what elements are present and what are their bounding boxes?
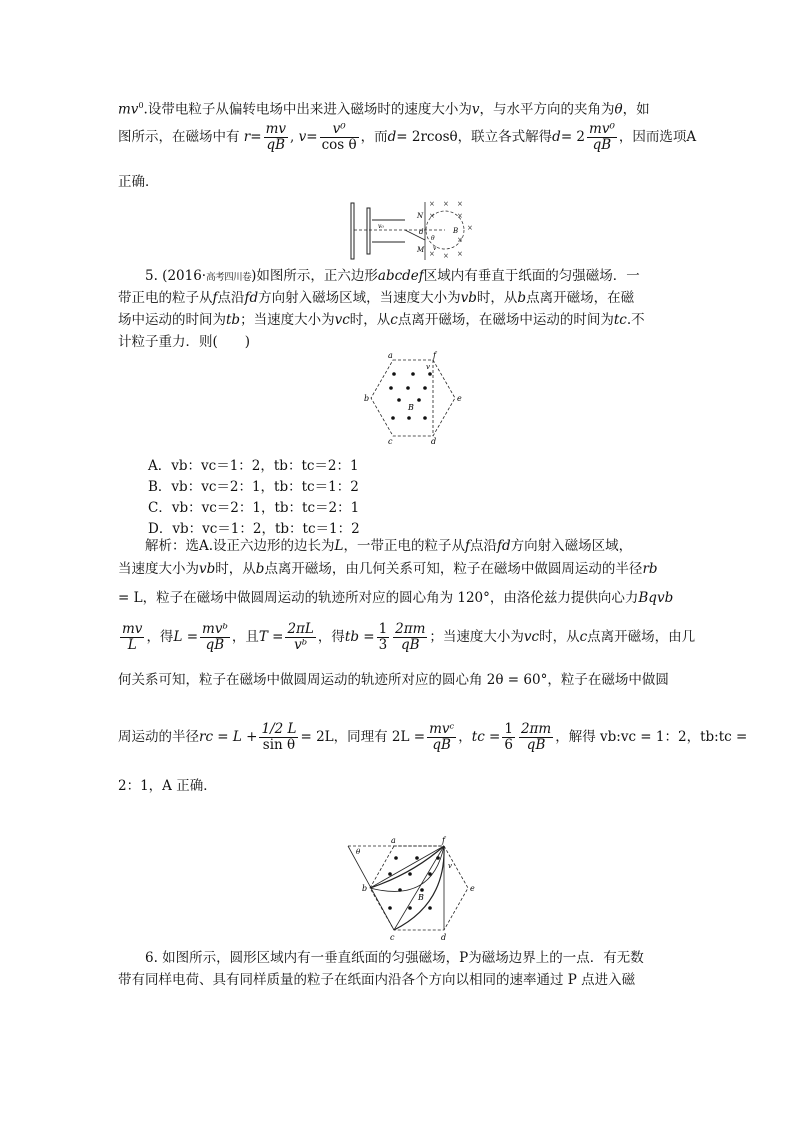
para1-line1: $mv^0$.设带电粒子从偏转电场中出来进入磁场时的速度大小为v，与水平方向的夹角为θ，如: [118, 101, 650, 118]
svg-text:c: c: [390, 933, 395, 942]
svg-text:d: d: [441, 933, 447, 942]
svg-text:×: ×: [443, 252, 449, 260]
svg-text:×: ×: [457, 212, 463, 220]
svg-text:a: a: [391, 836, 396, 845]
fraction-half-L-sin: $\frac{1/2 L}{\text{sin θ}}$: [261, 721, 297, 753]
svg-text:v₀: v₀: [378, 223, 384, 230]
option-d[interactable]: D．vb：vc＝1：2，tb：tc＝1：2: [148, 521, 360, 537]
svg-text:f: f: [442, 836, 445, 845]
solution-line7: 2：1，A 正确．: [118, 778, 217, 794]
svg-text:c: c: [388, 437, 393, 446]
fraction-mv-qB: $\frac{mv}{qB}$: [265, 121, 287, 153]
svg-text:e: e: [457, 394, 462, 403]
svg-text:×: ×: [457, 200, 463, 208]
solution-line3: = L，粒子在磁场中做圆周运动的轨迹所对应的圆心角为 120°，由洛伦兹力提供向心力Bqvb: [118, 590, 674, 606]
svg-text:N: N: [417, 212, 424, 220]
solution-line4: $\frac{mv}{L}$ ，得L = $\frac{\text{mvᵇ}}{qB}$ ，且T = $\frac{2\pi L}{\text{vᵇ}}$ ，得tb = $\frac{1}{3}$ $\frac{2\pi m}{qB}$ ；当速度大小为vc时，从c点离开磁场，由几: [122, 621, 696, 653]
solution-line5: 何关系可知，粒子在磁场中做圆周运动的轨迹所对应的圆心角 2θ = 60°，粒子在磁场中做圆: [118, 672, 669, 688]
svg-text:b: b: [362, 884, 368, 893]
solution-line1: 解析：选A.设正六边形的边长为L，一带正电的粒子从f点沿fd方向射入磁场区域，: [145, 538, 633, 554]
q5-line4: 计粒子重力．则( ): [118, 334, 251, 350]
svg-text:a: a: [388, 351, 393, 360]
q5-line3: 场中运动的时间为tb；当速度大小为vc时，从c点离开磁场，在磁场中运动的时间为tc.不: [118, 312, 645, 328]
svg-text:B: B: [418, 893, 424, 902]
solution-line2: 当速度大小为vb时，从b点离开磁场，由几何关系可知，粒子在磁场中做圆周运动的半径rb: [118, 561, 658, 577]
svg-text:×: ×: [457, 250, 463, 258]
svg-text:v: v: [433, 245, 437, 252]
fraction-v0-cos: $\frac{\text{v⁰}}{\text{cos θ}}$: [321, 121, 357, 153]
q6-line1: 6. 如图所示，圆形区域内有一垂直纸面的匀强磁场，P为磁场边界上的一点．有无数: [145, 950, 644, 966]
figure-hexagon: [363, 352, 463, 444]
para1-line3: 正确．: [118, 174, 159, 190]
solution-line6: 周运动的半径rc = L + $\frac{1/2 L}{\text{sin θ}}$ = 2L，同理有 2L = $\frac{\text{mvᶜ}}{qB}$ ，tc = $\frac{1}{6}$ $\frac{2\pi m}{qB}$ ，解得 vb:vc = 1：2，tb:tc =: [118, 721, 748, 753]
svg-text:v: v: [448, 862, 452, 870]
svg-text:B: B: [453, 227, 459, 235]
svg-text:b: b: [364, 394, 370, 403]
svg-text:×: ×: [457, 236, 463, 244]
para1-line2: 图所示，在磁场中有 r= $\frac{mv}{qB}$ , v= $\frac{\text{v⁰}}{\text{cos θ}}$ ，而d= 2rcosθ，联立各式解得d= 2 $\frac{\text{mv⁰}}{qB}$ ，因而选项A: [118, 121, 697, 153]
option-a[interactable]: A．vb：vc＝1：2，tb：tc＝2：1: [148, 458, 359, 474]
option-c[interactable]: C．vb：vc＝2：1，tb：tc＝2：1: [148, 500, 360, 516]
svg-text:θ: θ: [356, 848, 361, 856]
svg-text:v: v: [426, 363, 430, 371]
svg-text:M: M: [417, 246, 425, 254]
svg-text:×: ×: [443, 200, 449, 208]
svg-text:d: d: [431, 437, 437, 446]
svg-text:×: ×: [429, 212, 435, 220]
fraction-mv0-qB: $\frac{\text{mv⁰}}{qB}$: [589, 121, 615, 153]
svg-text:×: ×: [429, 250, 435, 258]
svg-text:f: f: [433, 351, 436, 360]
q6-line2: 带有同样电荷、具有同样质量的粒子在纸面内沿各个方向以相同的速率通过 P 点进入磁: [118, 972, 636, 988]
svg-text:e: e: [470, 884, 475, 893]
svg-text:B: B: [408, 403, 414, 412]
q5-line1: 5. (2016·高考四川卷)如图所示，正六边形abcdef区域内有垂直于纸面的匀强磁场．一: [145, 268, 640, 284]
svg-text:d: d: [419, 228, 424, 236]
option-b[interactable]: B．vb：vc＝2：1，tb：tc＝1：2: [148, 479, 359, 495]
figure-trajectories: [342, 834, 482, 944]
figure-deflection-field: [345, 200, 475, 262]
svg-text:θ: θ: [431, 235, 435, 242]
q5-line2: 带正电的粒子从f点沿fd方向射入磁场区域，当速度大小为vb时，从b点离开磁场，在磁: [118, 290, 635, 306]
svg-text:×: ×: [429, 200, 435, 208]
fraction-mv-L: $\frac{mv}{L}$: [122, 621, 143, 653]
svg-text:×: ×: [467, 224, 473, 232]
